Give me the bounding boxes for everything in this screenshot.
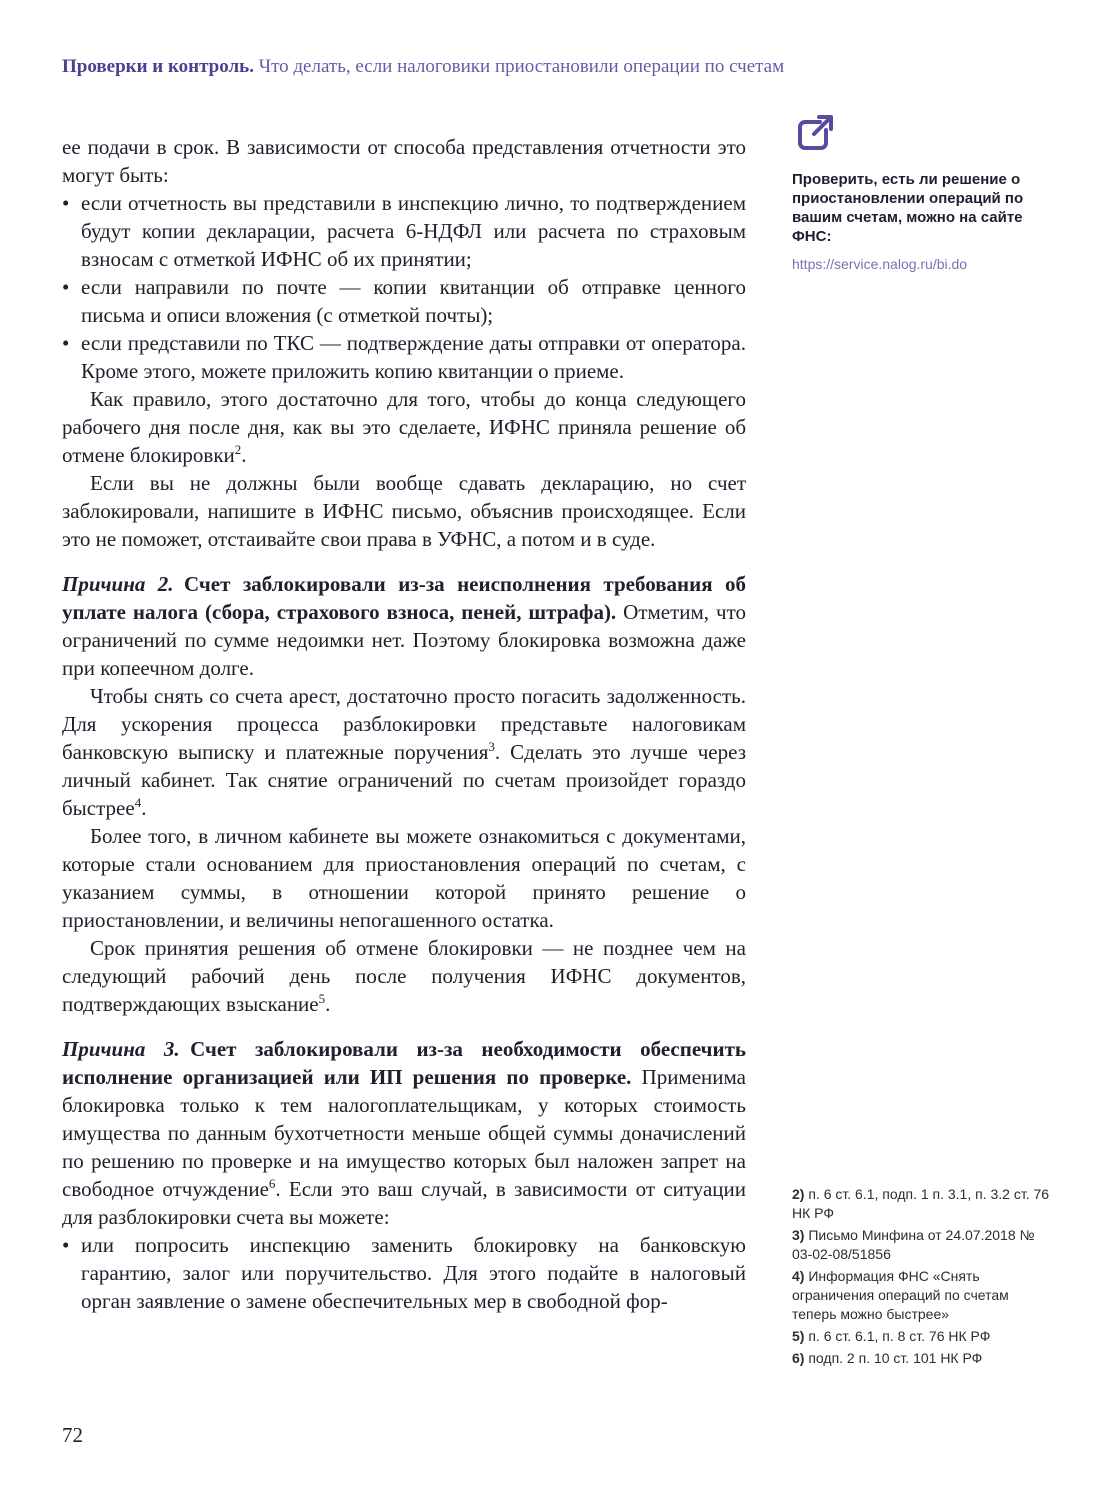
callout-text: Проверить, есть ли решение о приостановлении операций по вашим счетам, можно на сайте ФНС: bbox=[792, 171, 1024, 245]
text-run: Как правило, этого достаточно для того, чтобы до конца следующего рабочего дня после дня, как вы это сделаете, ИФНС приняла решение об отмене блокировки bbox=[62, 387, 746, 467]
footnote-text: п. 6 ст. 6.1, п. 8 ст. 76 НК РФ bbox=[808, 1328, 991, 1344]
footnote bbox=[792, 1226, 1050, 1264]
footnote-ref: 2 bbox=[234, 442, 242, 457]
footnote bbox=[792, 1327, 1050, 1346]
paragraph bbox=[62, 682, 746, 822]
text-run: Чтобы снять со счета арест, достаточно просто погасить задолженность. Для ускорения процесса разблокировки представьте налоговикам банковскую выписку и платежные поручения bbox=[62, 684, 746, 764]
text-run: Применима блокировка только к тем налогоплательщикам, у которых стоимость имущества по данным бухотчетности меньше общей суммы доначислений по решению по проверке и на имущество которых был наложен запрет на свободное отчуждение bbox=[62, 1065, 746, 1201]
bullet-marker: • bbox=[62, 275, 70, 299]
text-run: или попросить инспекцию заменить блокировку на банковскую гарантию, залог или поручительство. Для этого подайте в налоговый орган заявление о замене обеспечительных мер в свободной фор- bbox=[81, 1233, 746, 1313]
text-run: . Если это ваш случай, в зависимости от ситуации для разблокировки счета вы можете: bbox=[62, 1177, 746, 1229]
paragraph bbox=[62, 822, 746, 934]
bullet-marker: • bbox=[62, 1233, 70, 1257]
footnote-number: 3) bbox=[792, 1227, 809, 1243]
footnote-text: Информация ФНС «Снять ограничения операций по счетам теперь можно быстрее» bbox=[792, 1268, 1009, 1322]
text-run: Причина 3. bbox=[62, 1037, 180, 1061]
footnote-ref: 4 bbox=[134, 795, 142, 810]
text-run: Срок принятия решения об отмене блокировки — не позднее чем на следующий рабочий день после получения ИФНС документов, подтверждающих взыскание bbox=[62, 936, 746, 1016]
article-title: Что делать, если налоговики приостановили операции по счетам bbox=[253, 56, 785, 77]
page-number: 72 bbox=[62, 1423, 83, 1447]
reason-heading-paragraph bbox=[62, 570, 746, 682]
text-run: Отметим, что ограничений по сумме недоимки нет. Поэтому блокировка возможна даже при копеечном долге. bbox=[62, 600, 746, 680]
text-run: Счет заблокировали из-за необходимости обеспечить исполнение организацией или ИП решения по проверке. bbox=[62, 1037, 746, 1089]
bullet-paragraph bbox=[62, 273, 746, 329]
paragraph bbox=[62, 133, 746, 189]
text-run: ее подачи в срок. В зависимости от способа представления отчетности это могут быть: bbox=[62, 135, 746, 187]
bullet-paragraph bbox=[62, 329, 746, 385]
text-run: если направили по почте — копии квитанции об отправке ценного письма и описи вложения (с отметкой почты); bbox=[81, 275, 746, 327]
bullet-paragraph bbox=[62, 1231, 746, 1315]
paragraph bbox=[62, 934, 746, 1018]
footnote-number: 6) bbox=[792, 1350, 809, 1366]
bullet-marker: • bbox=[62, 191, 70, 215]
article-paragraphs bbox=[62, 133, 746, 1315]
sidebar-callout bbox=[792, 112, 1044, 274]
paragraph bbox=[62, 469, 746, 553]
text-run: . Сделать это лучше через личный кабинет. Так снятие ограничений по счетам произойдет гораздо быстрее bbox=[62, 740, 746, 820]
footnote-number: 5) bbox=[792, 1328, 809, 1344]
text-run: . bbox=[325, 992, 331, 1016]
footnote-number: 4) bbox=[792, 1268, 809, 1284]
article-body bbox=[62, 133, 746, 1315]
bullet-paragraph bbox=[62, 189, 746, 273]
footnote bbox=[792, 1267, 1050, 1324]
footnote-text: Письмо Минфина от 24.07.2018 № 03-02-08/51856 bbox=[792, 1227, 1035, 1262]
bullet-marker: • bbox=[62, 331, 70, 355]
text-run: Причина 2. bbox=[62, 572, 174, 596]
text-run: если представили по ТКС — подтверждение даты отправки от оператора. Кроме этого, можете приложить копию квитанции о приеме. bbox=[81, 331, 746, 383]
text-run: . bbox=[241, 443, 247, 467]
text-run: Счет заблокировали из-за неисполнения требования об уплате налога (сбора, страхового взноса, пеней, штрафа). bbox=[62, 572, 747, 624]
text-run: если отчетность вы представили в инспекцию лично, то подтверждением будут копии декларации, расчета 6-НДФЛ или расчета по страховым взносам с отметкой ИФНС об их принятии; bbox=[81, 191, 746, 271]
text-run: Если вы не должны были вообще сдавать декларацию, но счет заблокировали, напишите в ИФНС письмо, объяснив происходящее. Если это не поможет, отстаивайте свои права в УФНС, а потом и в суде. bbox=[62, 471, 746, 551]
footnotes bbox=[792, 1185, 1050, 1371]
footnote bbox=[792, 1349, 1050, 1368]
footnote-number: 2) bbox=[792, 1186, 809, 1202]
external-link-icon bbox=[792, 112, 836, 156]
fns-service-link[interactable]: https://service.nalog.ru/bi.do bbox=[792, 256, 968, 272]
paragraph bbox=[62, 385, 746, 469]
text-run: Более того, в личном кабинете вы можете ознакомиться с документами, которые стали основанием для приостановления операций по счетам, с указанием суммы, в отношении которой принято решение о приостановлении, и величины непогашенного остатка. bbox=[62, 824, 746, 932]
section-title: Проверки и контроль. bbox=[62, 56, 254, 77]
footnote bbox=[792, 1185, 1050, 1223]
footnote-ref: 3 bbox=[488, 739, 495, 754]
text-run: . bbox=[141, 796, 147, 820]
footnote-text: п. 6 ст. 6.1, подп. 1 п. 3.1, п. 3.2 ст. 76 НК РФ bbox=[792, 1186, 1050, 1221]
reason-heading-paragraph bbox=[62, 1035, 746, 1231]
footnote-ref: 5 bbox=[318, 991, 326, 1006]
footnote-text: подп. 2 п. 10 ст. 101 НК РФ bbox=[808, 1350, 983, 1366]
page-header bbox=[62, 55, 1052, 79]
footnote-ref: 6 bbox=[268, 1176, 276, 1191]
